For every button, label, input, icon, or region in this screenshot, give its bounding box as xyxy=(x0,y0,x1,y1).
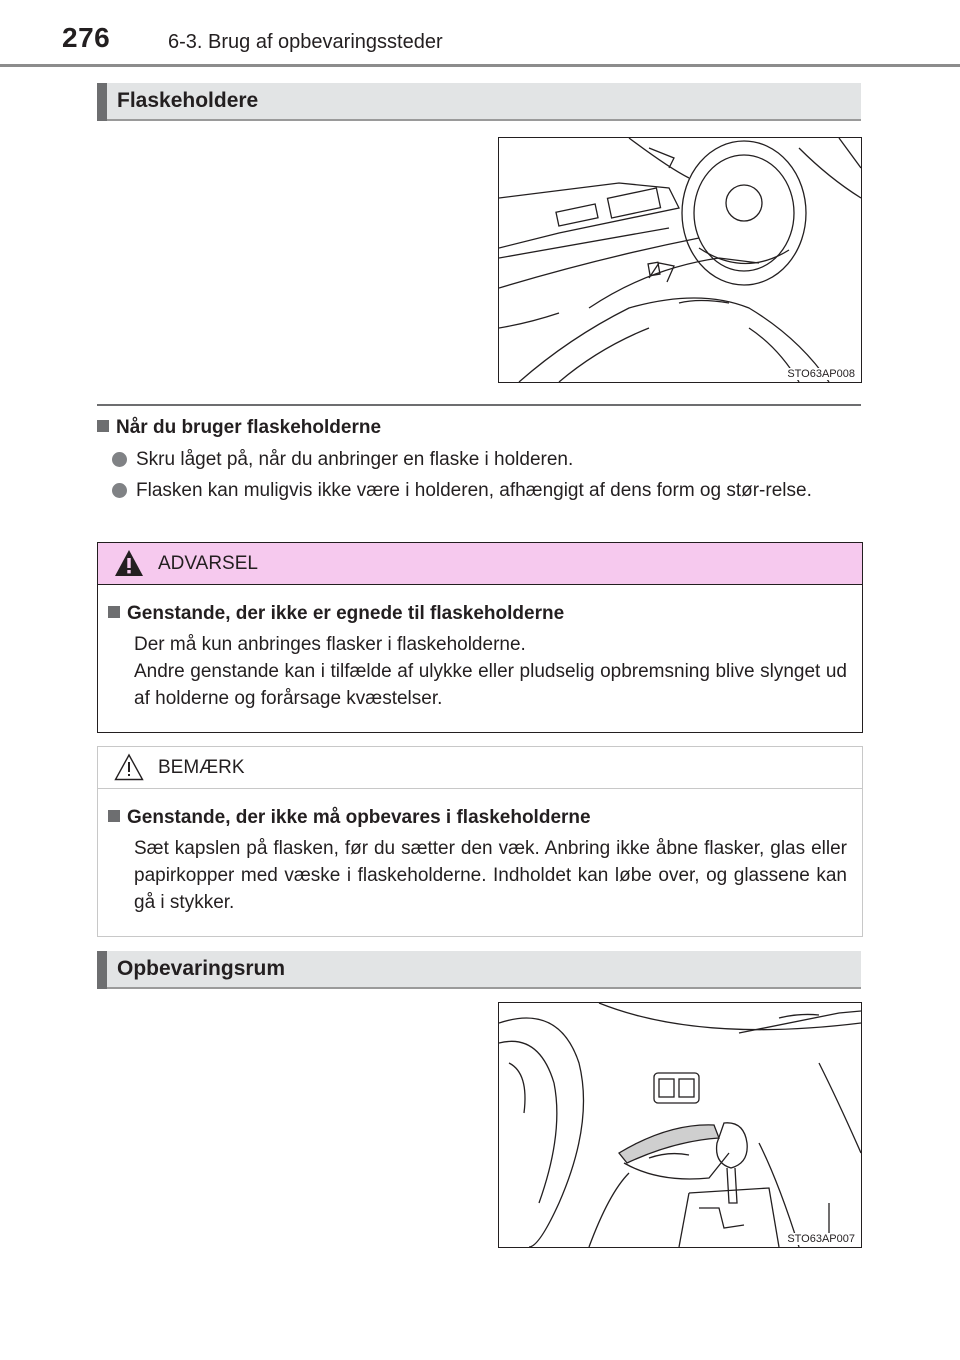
list-item: Skru låget på, når du anbringer en flaske i holderen. xyxy=(112,446,860,473)
warning-heading: Genstande, der ikke er egnede til flaskeholderne xyxy=(108,603,847,625)
notice-heading: Genstande, der ikke må opbevares i flaskeholderne xyxy=(108,807,847,829)
figure-code: STO63AP007 xyxy=(787,1233,855,1245)
page-number: 276 xyxy=(62,22,111,53)
bottle-holder-illustration xyxy=(498,137,862,383)
chapter-title: 6-3. Brug af opbevaringssteder xyxy=(168,31,443,53)
warning-text: Der må kun anbringes flasker i flaskeholderne. Andre genstande kan i tilfælde af ulykke eller pludselig opbremsning blive slynget ud af holderne og forårsage kvæstelser. xyxy=(134,634,847,709)
square-bullet-icon xyxy=(108,810,120,822)
warning-label: ADVARSEL xyxy=(158,553,258,574)
square-bullet-icon xyxy=(97,420,109,432)
section-title: Flaskeholdere xyxy=(117,89,259,112)
list-item: Flasken kan muligvis ikke være i holderen, afhængigt af dens form og stør-relse. xyxy=(112,477,860,504)
figure-code: STO63AP008 xyxy=(787,368,855,380)
divider xyxy=(97,404,861,406)
section-heading-bottle-holders xyxy=(97,83,861,121)
notice-text: Sæt kapslen på flasken, før du sætter den væk. Anbring ikke åbne flasker, glas eller papirkopper med væske i flaskeholderne. Indholdet kan løbe over, og glassene kan gå i stykker. xyxy=(134,838,847,913)
usage-heading: Når du bruger flaskeholderne xyxy=(97,417,381,439)
storage-compartment-illustration xyxy=(498,1002,862,1248)
notice-header xyxy=(98,747,862,789)
section-title: Opbevaringsrum xyxy=(117,957,286,980)
caution-triangle-icon xyxy=(114,753,144,781)
bullet-dot-icon xyxy=(112,483,127,498)
square-bullet-icon xyxy=(108,606,120,618)
notice-label: BEMÆRK xyxy=(158,757,245,778)
warning-header xyxy=(98,543,862,585)
warning-triangle-icon xyxy=(114,549,144,577)
warning-box xyxy=(97,542,863,733)
section-heading-storage xyxy=(97,951,861,989)
bullet-dot-icon xyxy=(112,452,127,467)
notice-box xyxy=(97,746,863,937)
header-divider xyxy=(0,64,960,67)
